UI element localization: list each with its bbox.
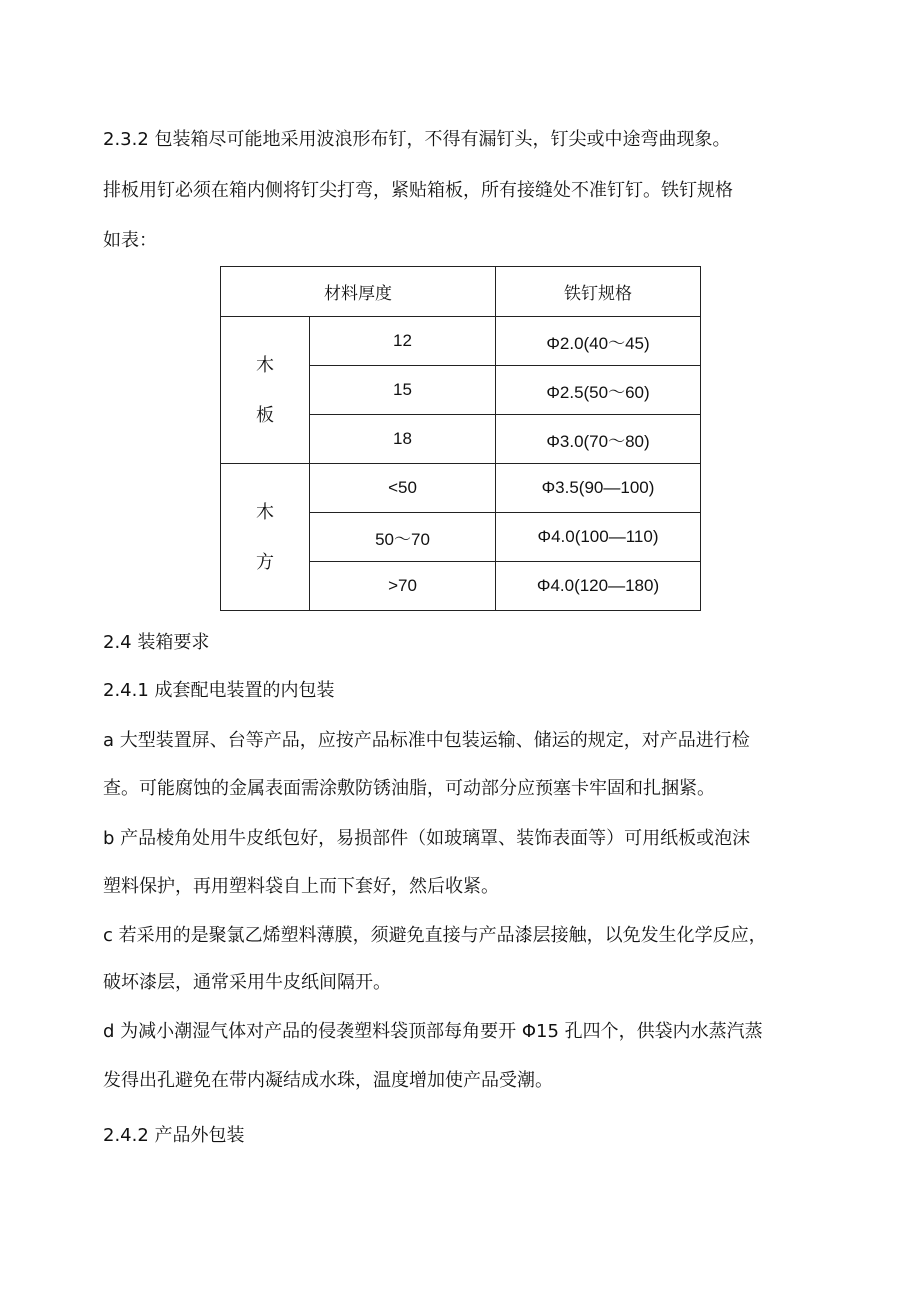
thickness-cell: <50 — [310, 464, 496, 513]
paragraph-232-line-3: 如表： — [103, 230, 157, 251]
table-header-row — [221, 267, 701, 317]
item-a-line-2: 查。可能腐蚀的金属表面需涂敷防锈油脂，可动部分应预塞卡牢固和扎捆紧。 — [103, 778, 715, 799]
item-a-line-1: a 大型装置屏、台等产品，应按产品标准中包装运输、储运的规定，对产品进行检 — [103, 730, 750, 751]
thickness-cell: 18 — [310, 415, 496, 464]
nail-cell: Φ3.5(90—100) — [496, 464, 701, 513]
nail-cell: Φ3.0(70～80) — [496, 415, 701, 464]
item-d-line-2: 发得出孔避免在带内凝结成水珠，温度增加使产品受潮。 — [103, 1070, 553, 1091]
paragraph-232-line-2: 排板用钉必须在箱内侧将钉尖打弯，紧贴箱板，所有接缝处不准钉钉。铁钉规格 — [103, 180, 733, 201]
thickness-cell: 15 — [310, 366, 496, 415]
paragraph-232-line-1: 2.3.2 包装箱尽可能地采用波浪形布钉，不得有漏钉头，钉尖或中途弯曲现象。 — [103, 129, 731, 150]
header-nail-spec: 铁钉规格 — [496, 267, 701, 317]
group-label-timber — [221, 464, 310, 611]
group-label-bottom: 板 — [256, 405, 274, 425]
group-label-bottom: 方 — [256, 552, 274, 572]
item-b-line-2: 塑料保护，再用塑料袋自上而下套好，然后收紧。 — [103, 876, 499, 897]
group-label-top: 木 — [256, 502, 274, 522]
section-24-heading: 2.4 装箱要求 — [103, 632, 210, 653]
subsection-241-heading: 2.4.1 成套配电装置的内包装 — [103, 680, 335, 701]
subsection-242-heading: 2.4.2 产品外包装 — [103, 1125, 245, 1146]
item-c-line-2: 破坏漆层，通常采用牛皮纸间隔开。 — [103, 972, 391, 993]
nail-cell: Φ4.0(120—180) — [496, 562, 701, 611]
thickness-cell: >70 — [310, 562, 496, 611]
thickness-cell: 12 — [310, 317, 496, 366]
header-material-thickness: 材料厚度 — [221, 267, 496, 317]
nail-cell: Φ2.0(40～45) — [496, 317, 701, 366]
thickness-cell: 50～70 — [310, 513, 496, 562]
group-label-wood-board — [221, 317, 310, 464]
group-label-top: 木 — [256, 355, 274, 375]
item-b-line-1: b 产品棱角处用牛皮纸包好，易损部件（如玻璃罩、装饰表面等）可用纸板或泡沫 — [103, 828, 751, 849]
item-c-line-1: c 若采用的是聚氯乙烯塑料薄膜，须避免直接与产品漆层接触，以免发生化学反应， — [103, 925, 767, 946]
item-d-line-1: d 为减小潮湿气体对产品的侵袭塑料袋顶部每角要开 Φ15 孔四个，供袋内水蒸汽蒸 — [103, 1021, 763, 1042]
table-row — [221, 317, 701, 366]
nail-cell: Φ4.0(100—110) — [496, 513, 701, 562]
nail-spec-table — [220, 266, 701, 611]
nail-cell: Φ2.5(50～60) — [496, 366, 701, 415]
table-row — [221, 464, 701, 513]
